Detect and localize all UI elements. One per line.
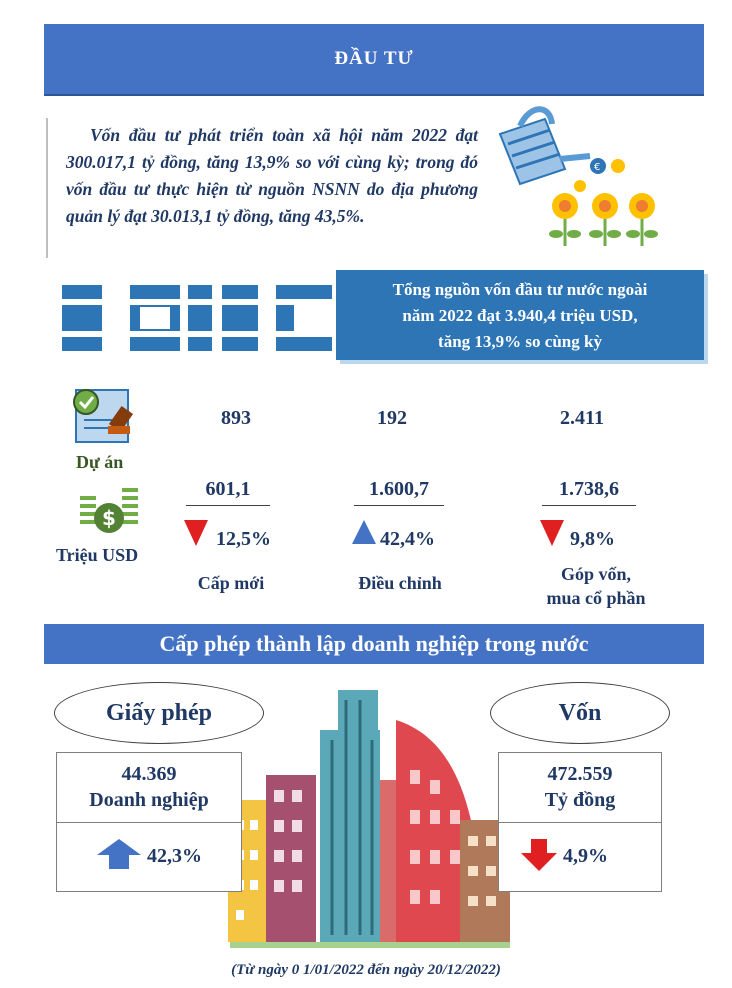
section-banner-dau-tu [44,24,704,96]
row-label-usd: Triệu USD [56,545,139,565]
category-new-label: Cấp mới [197,573,265,593]
fdi-logo [62,285,332,351]
projects-new-value: 893 [221,407,251,429]
capital-unit: Tỷ đồng [544,789,616,811]
capital-oval [490,682,670,744]
license-unit: Doanh nghiệp [89,789,209,811]
change-capital-value: 9,8% [570,528,615,550]
license-oval-label: Giấy phép [105,699,213,726]
license-value: 44.369 [121,763,177,785]
projects-adjust-value: 192 [377,407,407,429]
fdi-summary-box [336,270,704,360]
usd-capital-value: 1.738,6 [542,478,636,506]
category-capital-line-2: mua cổ phần [546,588,646,608]
capital-panel [498,752,662,892]
intro-paragraph: Vốn đầu tư phát triển toàn xã hội năm 2022 đạt 300.017,1 tỷ đồng, tăng 13,9% so với cùng kỳ; trong đó vốn đầu tư thực hiện từ nguồn NSNN do địa phương quản lý đạt 30.013,1 tỷ đồng, tăng 43,5%. [46,118,478,258]
category-capital-line-1: Góp vốn, [560,564,632,584]
capital-change: 4,9% [563,845,608,867]
license-change: 42,3% [147,845,202,867]
license-value-block [57,753,241,823]
section-title: ĐẦU TƯ [334,48,414,69]
usd-new-value: 601,1 [186,478,270,506]
fdi-line-2: năm 2022 đạt 3.940,4 triệu USD, [402,306,638,325]
fdi-line-1: Tổng nguồn vốn đầu tư nước ngoài [392,280,648,299]
domestic-enterprise-banner [44,624,704,664]
domestic-title: Cấp phép thành lập doanh nghiệp trong nước [159,631,589,656]
license-panel [56,752,242,892]
row-label-projects: Dự án [76,452,124,472]
arrow-down-icon [184,520,208,546]
arrow-up-icon [97,839,141,869]
category-adjust-label: Điều chỉnh [358,573,442,593]
category-capital-label [526,562,666,610]
license-oval [54,682,264,744]
watering-can-flowers-icon [490,104,680,254]
city-buildings-icon [220,680,520,950]
change-new-value: 12,5% [216,528,271,550]
project-document-icon [64,386,144,446]
capital-oval-label: Vốn [558,699,602,726]
usd-adjust-value: 1.600,7 [354,478,444,506]
capital-value: 472.559 [547,763,613,785]
fdi-line-3: tăng 13,9% so cùng kỳ [438,332,602,351]
projects-capital-value: 2.411 [560,407,604,429]
arrow-down-icon [540,520,564,546]
arrow-up-icon [352,520,376,544]
capital-value-block [499,753,661,823]
svg-text:$: $ [102,506,116,530]
change-adjust-value: 42,4% [380,528,435,550]
date-range-note: (Từ ngày 0 1/01/2022 đến ngày 20/12/2022) [231,962,501,978]
arrow-down-icon [521,839,557,871]
money-stack-icon [78,488,140,536]
svg-text:€: € [594,162,601,173]
